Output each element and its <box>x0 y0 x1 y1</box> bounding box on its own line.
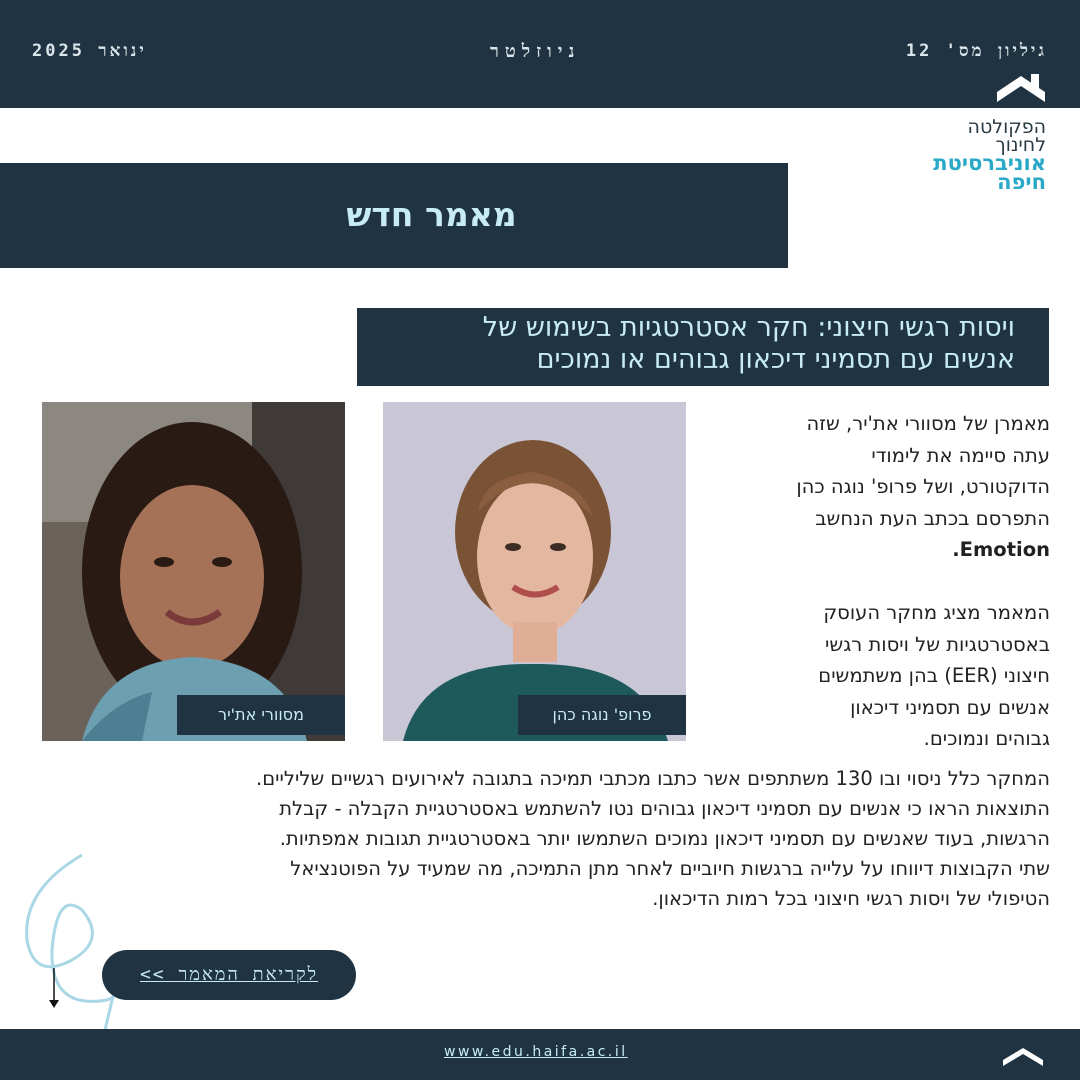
summary-line: גבוהים ונמוכים. <box>923 727 1050 750</box>
intro-line: עתה סיימה את לימודי <box>871 443 1050 467</box>
journal-name-text: Emotion <box>959 538 1050 561</box>
body-line: הרגשות, בעוד שאנשים עם תסמיני דיכאון נמוכים השתמשו יותר באסטרטגיית תגובות אמפתיות. <box>279 827 1050 850</box>
article-body <box>30 764 1050 914</box>
summary-line: המאמר מציג מחקר העוסק <box>823 601 1050 624</box>
university-line-2: חיפה <box>997 170 1046 194</box>
issue-date: ינואר 2025 <box>32 41 147 61</box>
chevron-up-icon <box>1001 1044 1045 1066</box>
journal-name: Emotion. <box>952 538 1050 561</box>
faculty-line-1: הפקולטה <box>967 116 1046 138</box>
faculty-line-2: לחינוך <box>995 134 1046 156</box>
article-intro <box>700 408 1050 755</box>
newsletter-label: ניוזלטר <box>490 41 581 62</box>
article-title-line-2: אנשים עם תסמיני דיכאון גבוהים או נמוכים <box>536 344 1015 375</box>
university-line-1: אוניברסיטת <box>933 151 1046 175</box>
paragraph-gap <box>700 566 1050 598</box>
intro-line: מאמרן של מסוורי את'יר, שזה <box>806 412 1050 435</box>
portrait-right-illustration <box>383 402 686 741</box>
author-photo-right <box>383 402 686 741</box>
faculty-logo <box>933 118 1046 192</box>
summary-line: אנשים עם תסמיני דיכאון <box>850 695 1050 719</box>
section-title: מאמר חדש <box>346 195 517 234</box>
article-title-box <box>357 308 1049 386</box>
intro-line: הדוקטורט, ושל פרופ' נוגה כהן <box>796 475 1050 498</box>
article-title-line-1: ויסות רגשי חיצוני: חקר אסטרטגיות בשימוש של <box>482 312 1015 343</box>
author-caption-left: מסוורי את'יר <box>177 695 345 735</box>
body-line: התוצאות הראו כי אנשים עם תסמיני דיכאון גבוהים נטו להשתמש באסטרטגיית הקבלה - קבלת <box>279 797 1050 820</box>
summary-line: באסטרטגיות של ויסות רגשי <box>825 632 1050 656</box>
website-link[interactable]: www.edu.haifa.ac.il <box>444 1044 628 1060</box>
author-photo-left <box>42 402 345 741</box>
chevron-logo-icon <box>995 68 1047 104</box>
body-line: המחקר כלל ניסוי ובו 130 משתתפים אשר כתבו מכתבי תמיכה בתגובה לאירועים רגשיים שליליים. <box>256 767 1050 790</box>
body-line: שתי הקבוצות דיווחו על עלייה ברגשות חיוביים לאחר מתן התמיכה, מה שמעיד על הפוטנציאל <box>290 857 1050 880</box>
footer-bar <box>0 1029 1080 1080</box>
read-article-button[interactable]: לקריאת המאמר >> <box>102 950 356 1000</box>
body-line: הטיפולי של ויסות רגשי חיצוני בכל רמות הדיכאון. <box>652 887 1050 910</box>
summary-line: חיצוני (EER) בהן משתמשים <box>818 664 1050 687</box>
issue-number: גיליון מס' 12 <box>905 41 1047 61</box>
portrait-left-illustration <box>42 402 345 741</box>
author-caption-right: פרופ' נוגה כהן <box>518 695 686 735</box>
intro-line: התפרסם בכתב העת הנחשב <box>815 506 1050 530</box>
